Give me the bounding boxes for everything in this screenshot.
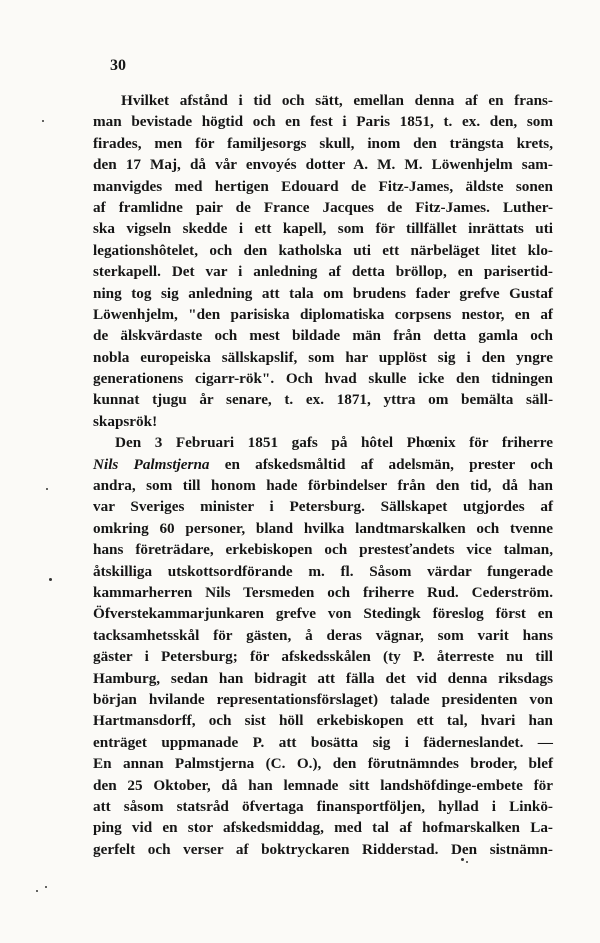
scan-speck <box>49 578 52 581</box>
text-line: skapsrök! <box>93 412 158 430</box>
scan-speck <box>46 488 48 490</box>
text-line: den 25 Oktober, då han lemnade sitt landshöfdinge-embete för <box>93 776 553 794</box>
text-line: andra, som till honom hade förbindelser från den tid, då han <box>93 477 553 495</box>
page-number: 30 <box>110 57 126 74</box>
text-line: kammarherren Nils Tersmeden och friherre Rud. Cederström. <box>93 583 553 601</box>
text-line: firades, men för familjesorgs skull, inom den trängsta krets, <box>93 134 553 152</box>
text-line: var Sveriges minister i Petersburg. Sällskapet utgjordes af <box>93 498 553 516</box>
text-line: En annan Palmstjerna (C. O.), den förutnämndes broder, blef <box>93 755 553 773</box>
text-line: ska vigseln skedde i ett kapell, som för tillfället inrättats uti <box>93 220 553 238</box>
scan-speck <box>42 120 44 122</box>
text-line-rest: en afskedsmåltid af adelsmän, prester och <box>209 455 553 473</box>
scan-speck <box>466 861 468 863</box>
scan-speck <box>45 886 47 888</box>
text-line: Hamburg, sedan han bidragit att fälla det vid denna riksdags <box>93 669 553 687</box>
text-line: Hartmansdorff, och sist höll erkebiskopen ett tal, hvari han <box>93 712 553 730</box>
text-line: de älskvärdaste och mest bildade män från detta gamla och <box>93 327 553 345</box>
text-line: enträget uppmanade P. att bosätta sig i fäderneslandet. — <box>93 733 553 751</box>
text-line: nobla europeiska sällskapslif, som har upplöst sig i den yngre <box>93 348 553 366</box>
text-line: omkring 60 personer, bland hvilka landtmarskalken och tvenne <box>93 519 553 537</box>
text-line: Öfverstekammarjunkaren grefve von Stedingk föreslog först en <box>93 605 553 623</box>
text-line: åtskilliga utskottsordförande m. fl. Såsom värdar fungerade <box>93 562 553 580</box>
text-line: gäster i Petersburg; för afskedsskålen (ty P. återreste nu till <box>93 648 553 666</box>
text-line: legationshôtelet, och den katholska uti ett närbeläget litet klo- <box>93 241 553 259</box>
text-line: hans företrädare, erkebiskopen och prestesťandets vice talman, <box>93 541 553 559</box>
text-line: gerfelt och verser af boktryckaren Ridderstad. Den sistnämn- <box>93 840 553 858</box>
body-text <box>93 90 553 860</box>
text-line: manvigdes med hertigen Edouard de Fitz-James, äldste sonen <box>93 177 553 195</box>
text-line: början hvilande representationsförslaget) talade presidenten von <box>93 690 553 708</box>
text-line: man bevistade högtid och en fest i Paris 1851, t. ex. den, som <box>93 113 553 131</box>
text-line: ning tog sig anledning att tala om brudens fader grefve Gustaf <box>93 284 553 302</box>
text-line: generationens cigarr-rök". Och hvad skulle icke den tidningen <box>93 370 553 388</box>
scan-speck <box>36 890 38 892</box>
text-line: sterkapell. Det var i anledning af detta bröllop, en parisertid- <box>93 263 553 281</box>
text-line: den 17 Maj, då vår envoyés dotter A. M. M. Löwenhjelm sam- <box>93 156 553 174</box>
text-line-with-name <box>93 454 553 475</box>
scan-speck <box>461 858 464 861</box>
text-line: af framlidne pair de France Jacques de Fitz-James. Luther- <box>93 198 553 216</box>
text-line: Den 3 Februari 1851 gafs på hôtel Phœnix för friherre <box>115 434 553 452</box>
text-line: Hvilket afstånd i tid och sätt, emellan denna af en frans- <box>121 92 553 109</box>
text-line: ping vid en stor afskedsmiddag, med tal af hofmarskalken La- <box>93 819 553 837</box>
text-line: Löwenhjelm, "den parisiska diplomatiska corpsens nestor, en af <box>93 305 553 323</box>
text-line: kunnat tjugu år senare, t. ex. 1871, yttra om bemälta säll- <box>93 391 553 409</box>
text-line: att såsom statsråd öfvertaga finansportföljen, hyllad i Linkö- <box>93 797 553 815</box>
person-name: Nils Palmstjerna <box>93 455 210 473</box>
text-line: tacksamhetsskål för gästen, å deras vägnar, som varit hans <box>93 626 553 644</box>
